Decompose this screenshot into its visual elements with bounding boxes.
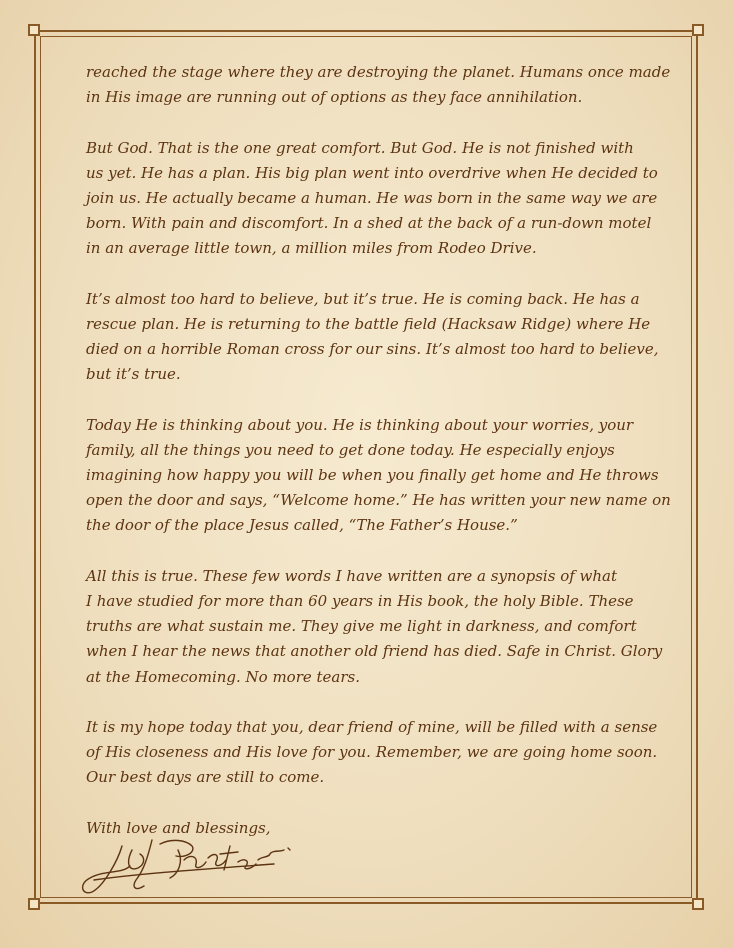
text-line: All this is true. These few words I have written are a synopsis of what (86, 566, 618, 585)
text-line: in His image are running out of options as they face annihilation. (86, 88, 583, 107)
paragraph (86, 413, 671, 539)
text-line: us yet. He has a plan. His big plan went into overdrive when He decided to (86, 163, 658, 182)
paragraph (86, 715, 666, 791)
text-line: truths are what sustain me. They give me light in darkness, and comfort (86, 617, 637, 636)
text-line: when I hear the news that another old friend has died. Safe in Christ. Glory (86, 642, 663, 661)
frame-corner-ornament (692, 24, 704, 36)
text-line: born. With pain and discomfort. In a shed at the back of a run-down motel (86, 214, 652, 233)
text-line: rescue plan. He is returning to the battle field (Hacksaw Ridge) where He (86, 314, 651, 333)
text-line: It is my hope today that you, dear friend of mine, will be filled with a sense (86, 717, 658, 736)
text-line: at the Homecoming. No more tears. (86, 667, 361, 686)
closing-line: With love and blessings, (86, 818, 271, 837)
text-line: I have studied for more than 60 years in His book, the holy Bible. These (86, 591, 634, 610)
text-line: It’s almost too hard to believe, but it’s true. He is coming back. He has a (86, 289, 640, 308)
text-line: reached the stage where they are destroying the planet. Humans once made (86, 63, 671, 81)
text-line: died on a horrible Roman cross for our sins. It’s almost too hard to believe, (86, 340, 659, 359)
text-line: Today He is thinking about you. He is thinking about your worries, your (86, 415, 634, 434)
frame-corner-ornament (28, 898, 40, 910)
text-line: open the door and says, “Welcome home.” He has written your new name on (86, 491, 671, 510)
frame-corner-ornament (28, 24, 40, 36)
text-line: the door of the place Jesus called, “The Father’s House.” (86, 516, 518, 535)
text-line: imagining how happy you will be when you finally get home and He throws (86, 466, 659, 484)
handwritten-signature (74, 820, 298, 902)
paragraph (86, 287, 666, 388)
paragraph (86, 60, 671, 110)
letter-body (86, 60, 671, 841)
text-line: But God. That is the one great comfort. But God. He is not finished with (86, 138, 634, 157)
paragraph (86, 564, 666, 690)
paragraph (86, 136, 666, 262)
text-line: in an average little town, a million miles from Rodeo Drive. (86, 239, 537, 258)
text-line: Our best days are still to come. (86, 768, 325, 787)
frame-corner-ornament (692, 898, 704, 910)
text-line: of His closeness and His love for you. Remember, we are going home soon. (86, 743, 658, 762)
text-line: family, all the things you need to get done today. He especially enjoys (86, 440, 615, 459)
text-line: join us. He actually became a human. He was born in the same way we are (86, 188, 658, 207)
text-line: but it’s true. (86, 365, 181, 384)
